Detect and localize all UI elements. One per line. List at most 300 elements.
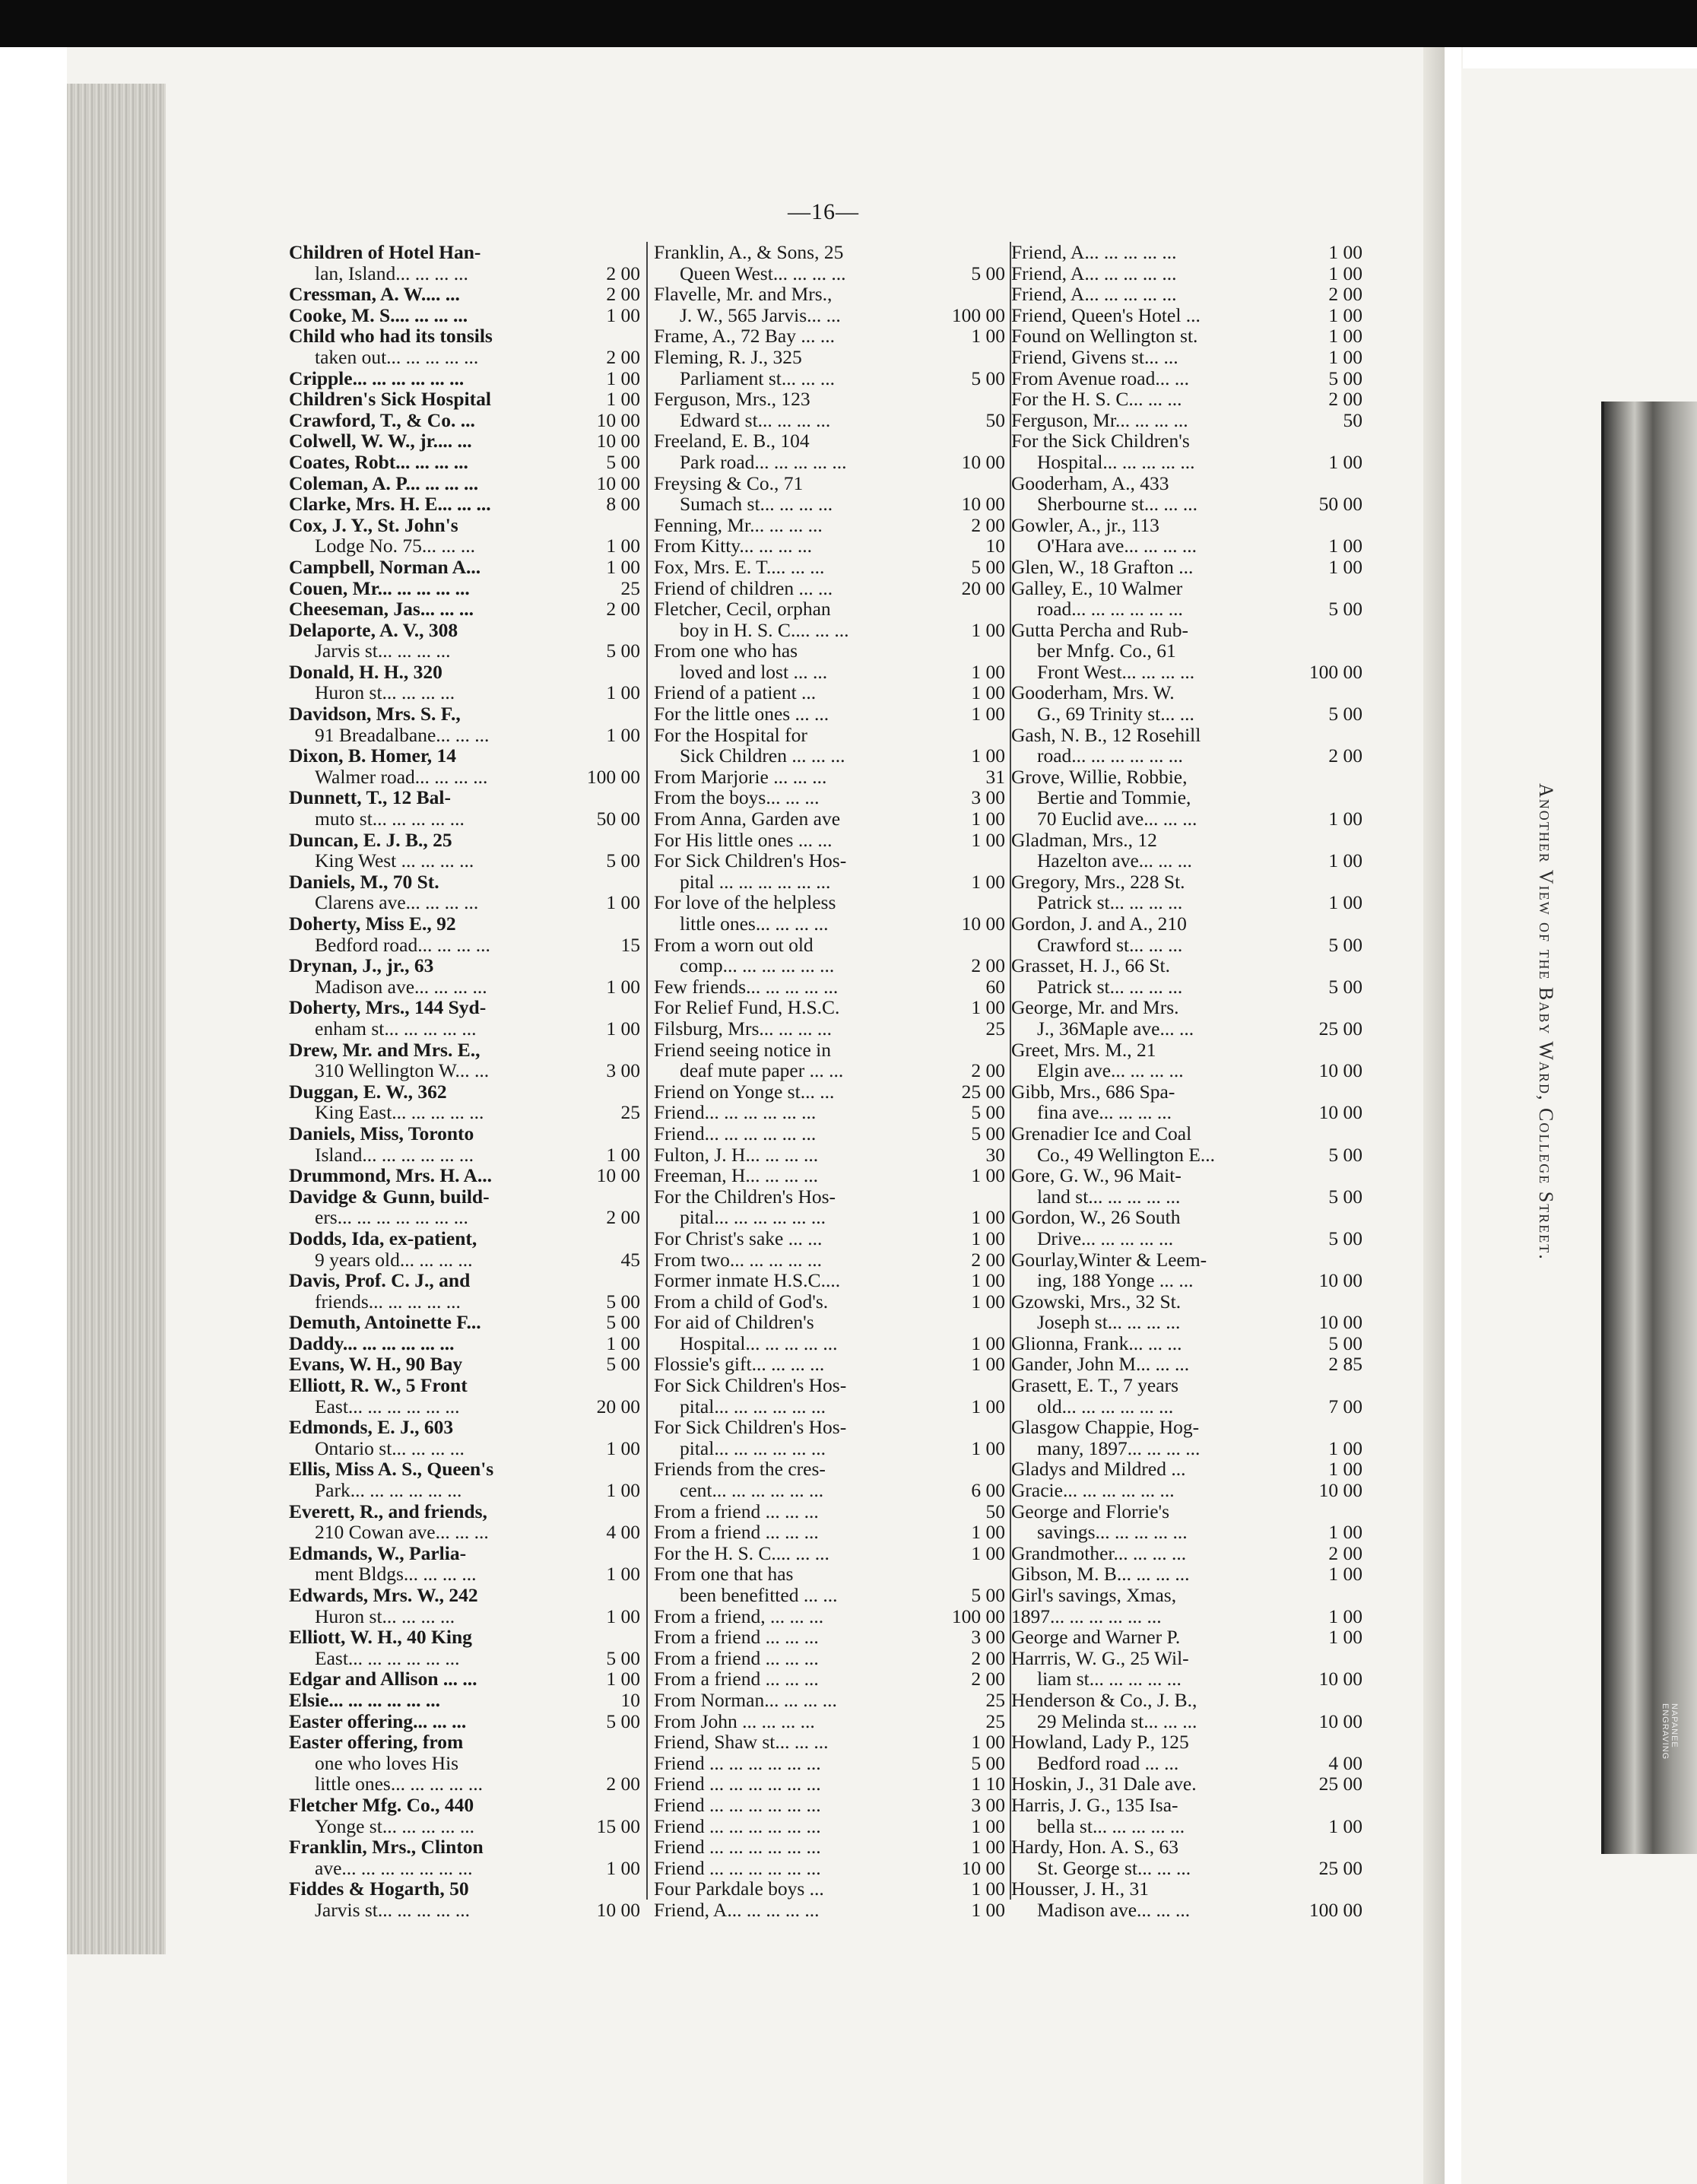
donation-amount: 5 00 — [606, 1709, 640, 1732]
donor-entry — [1011, 1018, 1362, 1040]
donor-entry — [289, 1459, 640, 1480]
donation-amount: 1 00 — [1328, 325, 1362, 348]
donor-name: pital... ... ... ... ... ... — [680, 1206, 826, 1229]
donor-name: Davis, Prof. C. J., and — [289, 1269, 471, 1292]
donor-entry — [654, 1522, 1005, 1543]
donor-entry — [1011, 1836, 1362, 1858]
donor-entry — [289, 913, 640, 935]
donor-name: Daniels, M., 70 St. — [289, 870, 439, 893]
donor-entry — [289, 1165, 640, 1186]
donation-amount: 3 00 — [971, 1626, 1005, 1649]
donor-entry — [289, 494, 640, 515]
donor-name: Four Parkdale boys ... — [654, 1878, 824, 1900]
donor-name: Grasset, H. J., 66 St. — [1011, 954, 1170, 977]
donation-amount: 10 00 — [1318, 1269, 1362, 1292]
donor-entry — [289, 1732, 640, 1753]
donor-name: For the Sick Children's — [1011, 430, 1190, 452]
donor-name: Walmer road... ... ... ... — [315, 765, 488, 788]
donor-entry — [1011, 535, 1362, 557]
donation-amount: 1 00 — [1328, 1626, 1362, 1649]
donor-name: Edmonds, E. J., 603 — [289, 1416, 454, 1439]
donation-amount: 7 00 — [1328, 1395, 1362, 1417]
donor-name: Gordon, J. and A., 210 — [1011, 913, 1187, 935]
donor-entry — [289, 1690, 640, 1711]
donor-entry — [289, 1606, 640, 1627]
donor-name: From a friend ... ... ... — [654, 1521, 819, 1544]
donor-name: From a child of God's. — [654, 1290, 829, 1313]
donor-entry — [654, 1396, 1005, 1417]
donor-entry — [1011, 1900, 1362, 1921]
donor-name: boy in H. S. C.... ... ... — [680, 618, 849, 641]
donor-entry — [1011, 745, 1362, 767]
donor-name: From a friend ... ... ... — [654, 1626, 819, 1649]
donor-name: Cripple... ... ... ... ... ... — [289, 367, 465, 389]
donor-name: comp... ... ... ... ... ... — [680, 954, 835, 977]
donation-amount: 1 00 — [606, 681, 640, 704]
donor-entry — [289, 1438, 640, 1459]
donor-name: From the boys... ... ... — [654, 786, 820, 809]
donor-entry — [1011, 1040, 1362, 1061]
donation-amount: 2 85 — [1328, 1353, 1362, 1376]
donor-entry — [289, 1900, 640, 1921]
donor-entry — [1011, 976, 1362, 998]
donor-name: Hardy, Hon. A. S., 63 — [1011, 1836, 1179, 1859]
donation-amount: 1 00 — [971, 1395, 1005, 1417]
donation-amount: 1 00 — [1328, 1563, 1362, 1586]
donation-amount: 1 00 — [1328, 535, 1362, 557]
donor-name: King West ... ... ... ... — [315, 849, 474, 872]
donor-entry — [1011, 1438, 1362, 1459]
donor-name: Sumach st... ... ... ... — [680, 493, 833, 516]
donation-amount: 1 00 — [971, 1878, 1005, 1900]
donation-amount: 1 00 — [1328, 555, 1362, 578]
donor-name: Cressman, A. W.... ... — [289, 283, 460, 306]
donor-entry — [289, 263, 640, 284]
donor-name: Edmands, W., Parlia- — [289, 1541, 467, 1564]
donor-name: little ones... ... ... ... — [680, 913, 829, 935]
donation-amount: 5 00 — [971, 1751, 1005, 1774]
donor-entry — [654, 1333, 1005, 1354]
donation-amount: 2 00 — [1328, 1541, 1362, 1564]
donation-amount: 10 00 — [596, 430, 640, 452]
donor-entry — [289, 1836, 640, 1858]
donor-entry — [289, 1501, 640, 1522]
donor-entry — [1011, 913, 1362, 935]
donor-entry — [1011, 1878, 1362, 1900]
donation-amount: 45 — [620, 1248, 640, 1271]
donation-amount: 5 00 — [1328, 1143, 1362, 1166]
donation-amount: 60 — [985, 975, 1005, 998]
donor-name: Elliott, R. W., 5 Front — [289, 1374, 468, 1397]
donor-name: pital ... ... ... ... ... ... — [680, 870, 831, 893]
donor-entry — [654, 325, 1005, 347]
donor-entry — [289, 1878, 640, 1900]
donor-name: Gracie... ... ... ... ... ... — [1011, 1479, 1175, 1502]
donation-amount: 5 00 — [606, 450, 640, 473]
donor-name: one who loves His — [315, 1751, 459, 1774]
donor-entry — [289, 1396, 640, 1417]
donor-entry — [289, 452, 640, 473]
donor-name: Dunnett, T., 12 Bal- — [289, 786, 452, 809]
donor-name: Queen West... ... ... ... — [680, 262, 846, 284]
donor-entry — [1011, 1081, 1362, 1103]
donor-entry — [289, 1375, 640, 1396]
donor-entry — [654, 935, 1005, 956]
page-number: —16— — [788, 199, 859, 224]
donor-name: Friend seeing notice in — [654, 1038, 831, 1061]
donor-entry — [1011, 725, 1362, 746]
donation-amount: 2 00 — [971, 1646, 1005, 1669]
donation-amount: 50 — [1343, 408, 1362, 431]
donation-amount: 1 00 — [606, 1856, 640, 1879]
donor-name: ing, 188 Yonge ... ... — [1037, 1269, 1194, 1292]
donor-entry — [654, 347, 1005, 368]
donor-name: Friend ... ... ... ... ... ... — [654, 1856, 821, 1879]
donor-name: Friend ... ... ... ... ... ... — [654, 1814, 821, 1837]
donation-amount: 10 — [620, 1688, 640, 1711]
donor-entry — [289, 515, 640, 536]
donation-amount: 10 00 — [961, 913, 1005, 935]
donation-amount: 1 00 — [606, 1668, 640, 1690]
donor-name: From a friend ... ... ... — [654, 1500, 819, 1522]
donor-entry — [289, 1144, 640, 1166]
donor-entry — [654, 1606, 1005, 1627]
donor-name: George, Mr. and Mrs. — [1011, 996, 1179, 1019]
donor-name: Galley, E., 10 Walmer — [1011, 576, 1183, 599]
donation-amount: 2 00 — [606, 1206, 640, 1229]
donor-entry — [654, 1480, 1005, 1501]
donor-entry — [654, 515, 1005, 536]
donor-name: fina ave... ... ... ... — [1037, 1101, 1172, 1124]
donor-name: Lodge No. 75... ... ... — [315, 535, 476, 557]
donation-amount: 2 00 — [971, 954, 1005, 977]
donation-amount: 25 — [985, 1017, 1005, 1040]
donor-entry — [289, 430, 640, 452]
donor-name: J., 36Maple ave... ... — [1037, 1017, 1194, 1040]
donor-name: Daniels, Miss, Toronto — [289, 1122, 474, 1144]
donor-name: Friend, A... ... ... ... ... — [1011, 283, 1177, 306]
donor-entry — [654, 263, 1005, 284]
donor-entry — [289, 682, 640, 703]
donation-amount: 1 00 — [606, 891, 640, 914]
donation-amount: 4 00 — [606, 1521, 640, 1544]
donor-name: From John ... ... ... ... — [654, 1709, 815, 1732]
donor-entry — [654, 787, 1005, 808]
donor-name: muto st... ... ... ... ... — [315, 808, 465, 830]
donor-name: Gibson, M. B... ... ... ... — [1011, 1563, 1190, 1586]
page-stack-edge — [67, 84, 166, 1954]
donor-entry — [1011, 997, 1362, 1018]
donor-name: O'Hara ave... ... ... ... — [1037, 535, 1197, 557]
donor-entry — [1011, 1732, 1362, 1753]
scan-top-band — [0, 0, 1697, 47]
donor-entry — [654, 1816, 1005, 1837]
donation-amount: 31 — [985, 765, 1005, 788]
donor-entry — [289, 745, 640, 767]
donor-entry — [1011, 620, 1362, 641]
donor-name: Gourlay,Winter & Leem- — [1011, 1248, 1207, 1271]
donor-entry — [1011, 1228, 1362, 1249]
donor-entry — [1011, 598, 1362, 620]
donor-name: Greet, Mrs. M., 21 — [1011, 1038, 1156, 1061]
donation-amount: 2 00 — [606, 598, 640, 621]
donor-entry — [1011, 557, 1362, 578]
donation-amount: 1 00 — [1328, 262, 1362, 284]
donor-name: Cox, J. Y., St. John's — [289, 513, 458, 536]
donation-amount: 1 00 — [971, 1353, 1005, 1376]
donor-name: Drew, Mr. and Mrs. E., — [289, 1038, 481, 1061]
donation-amount: 1 00 — [971, 1206, 1005, 1229]
donor-entry — [1011, 515, 1362, 536]
donor-name: Friend, A... ... ... ... ... — [654, 1898, 820, 1921]
donor-name: Easter offering... ... ... — [289, 1709, 467, 1732]
donor-name: Drive... ... ... ... ... — [1037, 1227, 1174, 1249]
donor-entry — [654, 976, 1005, 998]
donor-name: Everett, R., and friends, — [289, 1500, 487, 1522]
donation-amount: 5 00 — [1328, 703, 1362, 725]
donor-name: Friend, Givens st... ... — [1011, 345, 1178, 368]
donor-name: Gash, N. B., 12 Rosehill — [1011, 723, 1201, 746]
donor-name: Grandmother... ... ... ... — [1011, 1541, 1187, 1564]
donor-name: loved and lost ... ... — [680, 660, 828, 683]
donation-amount: 3 00 — [606, 1059, 640, 1082]
donation-amount: 1 00 — [971, 1269, 1005, 1292]
donor-name: Patrick st... ... ... ... — [1037, 891, 1183, 914]
donor-entry — [289, 808, 640, 830]
donor-name: Gzowski, Mrs., 32 St. — [1011, 1290, 1182, 1313]
baby-ward-photo — [1601, 402, 1697, 1854]
donation-amount: 10 00 — [961, 450, 1005, 473]
donor-entry — [289, 1040, 640, 1061]
donation-amount: 1 00 — [971, 1436, 1005, 1459]
donor-entry — [654, 745, 1005, 767]
donor-entry — [654, 725, 1005, 746]
photo-credit: NAPANEE ENGRAVING — [1661, 1703, 1679, 1760]
donor-entry — [654, 1543, 1005, 1564]
donor-name: Fulton, J. H... ... ... ... — [654, 1143, 819, 1166]
donor-entry — [289, 1585, 640, 1606]
donor-name: For Sick Children's Hos- — [654, 849, 847, 872]
donation-amount: 1 00 — [606, 1563, 640, 1586]
donor-name: Grove, Willie, Robbie, — [1011, 765, 1188, 788]
donor-entry — [289, 767, 640, 788]
donor-name: Friends from the cres- — [654, 1458, 826, 1481]
donation-amount: 5 00 — [606, 1353, 640, 1376]
donor-entry — [1011, 325, 1362, 347]
donor-name: Cheeseman, Jas... ... ... — [289, 598, 474, 621]
donation-amount: 1 00 — [606, 1479, 640, 1502]
donor-name: Friend ... ... ... ... ... ... — [654, 1836, 821, 1859]
donor-entry — [654, 1249, 1005, 1271]
donation-amount: 1 00 — [606, 975, 640, 998]
donation-amount: 1 00 — [971, 744, 1005, 767]
donor-entry — [654, 913, 1005, 935]
donor-entry — [1011, 494, 1362, 515]
donor-entry — [289, 1291, 640, 1313]
donor-name: George and Florrie's — [1011, 1500, 1170, 1522]
donor-name: Fox, Mrs. E. T.... ... ... — [654, 555, 825, 578]
donation-amount: 5 00 — [971, 262, 1005, 284]
donor-column-3 — [1011, 242, 1362, 1921]
donor-name: Gander, John M... ... ... — [1011, 1353, 1190, 1376]
donation-amount: 1 00 — [971, 1814, 1005, 1837]
donor-name: pital... ... ... ... ... ... — [680, 1436, 826, 1459]
donor-entry — [1011, 389, 1362, 410]
donor-entry — [1011, 578, 1362, 599]
donor-entry — [1011, 850, 1362, 871]
donor-name: Patrick st... ... ... ... — [1037, 975, 1183, 998]
donor-name: Doherty, Mrs., 144 Syd- — [289, 996, 487, 1019]
donor-name: Huron st... ... ... ... — [315, 681, 455, 704]
donor-name: For His little ones ... ... — [654, 828, 833, 851]
donor-entry — [1011, 1563, 1362, 1585]
donor-name: Children of Hotel Han- — [289, 241, 481, 263]
donor-entry — [1011, 473, 1362, 494]
donor-entry — [1011, 1375, 1362, 1396]
donor-entry — [289, 620, 640, 641]
donation-amount: 5 00 — [971, 1101, 1005, 1124]
donor-name: For the H. S. C.... ... ... — [654, 1541, 829, 1564]
donation-amount: 50 — [985, 408, 1005, 431]
donation-amount: 10 00 — [1318, 1479, 1362, 1502]
donor-name: Friend of a patient ... — [654, 681, 817, 704]
donor-entry — [289, 1773, 640, 1795]
donor-name: For aid of Children's — [654, 1311, 814, 1334]
donor-entry — [1011, 1501, 1362, 1522]
donor-entry — [654, 1690, 1005, 1711]
donor-entry — [289, 1417, 640, 1438]
donor-entry — [289, 1522, 640, 1543]
donor-name: Grasett, E. T., 7 years — [1011, 1374, 1178, 1397]
donor-entry — [654, 997, 1005, 1018]
donation-amount: 100 00 — [1308, 660, 1362, 683]
donation-amount: 10 — [985, 535, 1005, 557]
donor-entry — [654, 1207, 1005, 1228]
donation-amount: 5 00 — [1328, 975, 1362, 998]
donor-entry — [289, 325, 640, 347]
donation-amount: 2 00 — [1328, 744, 1362, 767]
donation-amount: 1 00 — [971, 1541, 1005, 1564]
donor-name: road... ... ... ... ... ... — [1037, 598, 1183, 621]
donor-entry — [289, 368, 640, 389]
donation-amount: 100 00 — [951, 303, 1005, 326]
donation-amount: 1 00 — [971, 1227, 1005, 1249]
donor-name: From Norman... ... ... ... — [654, 1688, 837, 1711]
donation-amount: 1 00 — [971, 1521, 1005, 1544]
donor-entry — [1011, 662, 1362, 683]
donor-name: Gladys and Mildred ... — [1011, 1458, 1186, 1481]
donor-entry — [1011, 1773, 1362, 1795]
donation-amount: 1 00 — [971, 1898, 1005, 1921]
donor-entry — [1011, 682, 1362, 703]
donor-entry — [654, 1711, 1005, 1732]
donation-amount: 2 00 — [971, 1668, 1005, 1690]
donor-name: From a friend ... ... ... — [654, 1646, 819, 1669]
donor-entry — [289, 535, 640, 557]
donor-entry — [289, 1563, 640, 1585]
donation-amount: 25 00 — [961, 1080, 1005, 1103]
donor-name: Child who had its tonsils — [289, 325, 493, 348]
donation-amount: 1 00 — [971, 1836, 1005, 1859]
donor-entry — [289, 578, 640, 599]
donation-amount: 1 00 — [606, 723, 640, 746]
donation-amount: 1 00 — [971, 1731, 1005, 1754]
donor-name: Clarens ave... ... ... ... — [315, 891, 479, 914]
donation-amount: 1 00 — [1328, 1458, 1362, 1481]
donation-amount: 2 00 — [971, 513, 1005, 536]
donor-entry — [654, 535, 1005, 557]
donation-amount: 1 00 — [1328, 1814, 1362, 1837]
donation-amount: 1 00 — [606, 388, 640, 411]
donor-entry — [654, 1900, 1005, 1921]
donor-name: lan, Island... ... ... ... — [315, 262, 468, 284]
donor-entry — [1011, 892, 1362, 913]
donor-entry — [1011, 1858, 1362, 1879]
donation-amount: 25 00 — [1318, 1856, 1362, 1879]
donor-name: St. George st... ... ... — [1037, 1856, 1191, 1879]
donation-amount: 8 00 — [606, 493, 640, 516]
donation-amount: 15 — [620, 933, 640, 956]
donor-name: Elsie... ... ... ... ... ... — [289, 1688, 441, 1711]
donation-amount: 20 00 — [961, 576, 1005, 599]
donor-entry — [289, 1207, 640, 1228]
donor-name: Couen, Mr... ... ... ... ... — [289, 576, 470, 599]
donor-name: Co., 49 Wellington E... — [1037, 1143, 1216, 1166]
donation-amount: 1 00 — [1328, 345, 1362, 368]
donor-entry — [289, 871, 640, 893]
donation-amount: 50 00 — [1318, 493, 1362, 516]
donor-name: From a worn out old — [654, 933, 814, 956]
donor-entry — [654, 494, 1005, 515]
donor-entry — [654, 578, 1005, 599]
donor-name: 310 Wellington W... ... — [315, 1059, 490, 1082]
donor-name: Friend, Shaw st... ... ... — [654, 1731, 829, 1754]
donor-name: For Christ's sake ... ... — [654, 1227, 823, 1249]
donor-entry — [654, 1228, 1005, 1249]
donor-name: Franklin, A., & Sons, 25 — [654, 241, 844, 263]
donor-entry — [654, 1270, 1005, 1291]
donor-entry — [289, 1123, 640, 1144]
donation-amount: 3 00 — [971, 786, 1005, 809]
donor-name: For Relief Fund, H.S.C. — [654, 996, 840, 1019]
donor-name: liam st... ... ... ... ... — [1037, 1668, 1182, 1690]
donor-name: King East... ... ... ... ... — [315, 1101, 484, 1124]
donor-entry — [1011, 305, 1362, 326]
donor-entry — [654, 1585, 1005, 1606]
column-divider — [646, 242, 648, 1900]
donation-amount: 2 00 — [971, 1248, 1005, 1271]
donor-entry — [1011, 787, 1362, 808]
donor-name: little ones... ... ... ... ... — [315, 1773, 483, 1795]
donor-entry — [654, 389, 1005, 410]
donor-entry — [289, 662, 640, 683]
donation-amount: 1 00 — [971, 703, 1005, 725]
donor-entry — [654, 1627, 1005, 1648]
donor-name: From a friend ... ... ... — [654, 1668, 819, 1690]
donor-name: Filsburg, Mrs... ... ... ... — [654, 1017, 833, 1040]
donor-entry — [289, 955, 640, 976]
donor-entry — [1011, 410, 1362, 431]
donor-name: been benefitted ... ... — [680, 1584, 838, 1606]
donation-amount: 1 00 — [971, 1290, 1005, 1313]
donor-name: Girl's savings, Xmas, — [1011, 1584, 1177, 1606]
donation-amount: 10 00 — [596, 1164, 640, 1187]
donor-entry — [654, 1438, 1005, 1459]
donor-name: Colwell, W. W., jr.... ... — [289, 430, 472, 452]
donation-amount: 50 00 — [596, 808, 640, 830]
donation-amount: 50 — [985, 1500, 1005, 1522]
donor-name: For love of the helpless — [654, 891, 836, 914]
